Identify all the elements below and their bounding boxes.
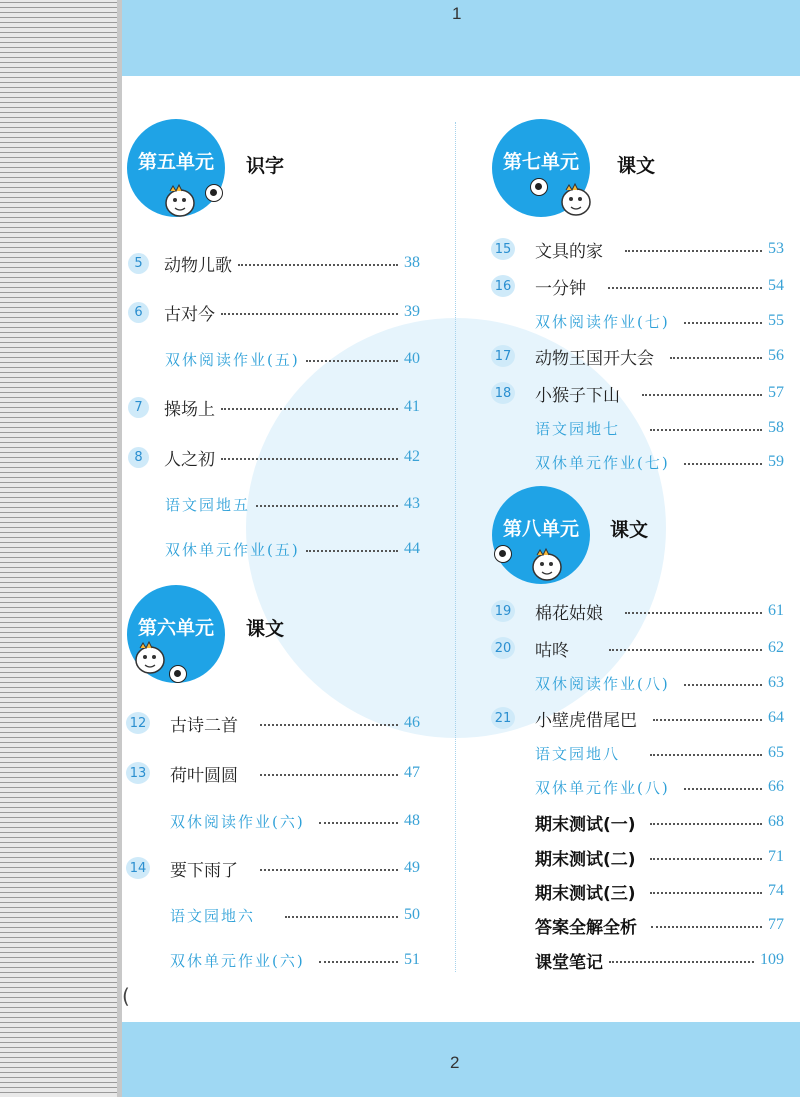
soccer-ball-icon bbox=[205, 184, 223, 202]
toc-row[interactable] bbox=[535, 740, 784, 766]
lesson-title: 双休单元作业(八) bbox=[535, 778, 670, 797]
toc-row[interactable] bbox=[535, 809, 784, 835]
toc-row[interactable] bbox=[535, 449, 784, 475]
page-number: 41 bbox=[404, 398, 420, 415]
page-number: 39 bbox=[404, 303, 420, 320]
lesson-number: 15 bbox=[491, 238, 515, 260]
leader-dots bbox=[625, 612, 762, 614]
page-number: 56 bbox=[768, 347, 784, 364]
lesson-title: 文具的家 bbox=[535, 241, 603, 262]
page-number: 40 bbox=[404, 350, 420, 367]
toc-row[interactable] bbox=[165, 491, 420, 517]
page-number: 43 bbox=[404, 495, 420, 512]
leader-dots bbox=[650, 892, 762, 894]
lesson-title: 双休单元作业(五) bbox=[165, 540, 300, 559]
unit-badge-label: 第五单元 bbox=[137, 151, 214, 173]
lesson-title: 期末测试(三) bbox=[535, 883, 636, 904]
lesson-title: 语文园地八 bbox=[535, 744, 621, 763]
leader-dots bbox=[650, 823, 762, 825]
toc-row[interactable] bbox=[128, 444, 420, 470]
unit-title-7: 课文 bbox=[617, 155, 656, 177]
page-number: 49 bbox=[404, 859, 420, 876]
lesson-number: 19 bbox=[491, 600, 515, 622]
toc-row[interactable] bbox=[491, 380, 784, 406]
leader-dots bbox=[642, 394, 762, 396]
toc-row[interactable] bbox=[491, 273, 784, 299]
bottom-band bbox=[122, 1022, 800, 1097]
page-number: 68 bbox=[768, 813, 784, 830]
unit-title-6: 课文 bbox=[246, 618, 285, 640]
leader-dots bbox=[625, 250, 762, 252]
unit-title-5: 识字 bbox=[246, 155, 285, 177]
dinosaur-mascot-icon bbox=[130, 640, 170, 676]
page-number: 58 bbox=[768, 419, 784, 436]
leader-dots bbox=[684, 684, 762, 686]
page-number: 71 bbox=[768, 848, 784, 865]
lesson-title: 双休阅读作业(六) bbox=[170, 812, 305, 831]
lesson-title: 期末测试(二) bbox=[535, 849, 636, 870]
leader-dots bbox=[684, 463, 762, 465]
lesson-title: 双休阅读作业(五) bbox=[165, 350, 300, 369]
toc-row[interactable] bbox=[535, 774, 784, 800]
lesson-title: 期末测试(一) bbox=[535, 814, 636, 835]
lesson-title: 要下雨了 bbox=[170, 860, 238, 881]
lesson-title: 动物王国开大会 bbox=[535, 348, 654, 369]
leader-dots bbox=[238, 264, 398, 266]
toc-row[interactable] bbox=[165, 536, 420, 562]
page-number: 50 bbox=[404, 906, 420, 923]
lesson-number: 12 bbox=[126, 712, 150, 734]
stray-mark: ( bbox=[122, 984, 130, 1008]
leader-dots bbox=[306, 360, 398, 362]
page-number: 42 bbox=[404, 448, 420, 465]
toc-row[interactable] bbox=[535, 308, 784, 334]
toc-row[interactable] bbox=[128, 250, 420, 276]
toc-row[interactable] bbox=[535, 844, 784, 870]
dinosaur-mascot-icon bbox=[556, 182, 596, 218]
toc-row[interactable] bbox=[535, 878, 784, 904]
toc-row[interactable] bbox=[491, 635, 784, 661]
page-number: 59 bbox=[768, 453, 784, 470]
lesson-title: 双休单元作业(七) bbox=[535, 453, 670, 472]
dinosaur-mascot-icon bbox=[160, 183, 200, 219]
leader-dots bbox=[609, 649, 762, 651]
book-spine bbox=[0, 0, 122, 1097]
page-number: 66 bbox=[768, 778, 784, 795]
page-number: 38 bbox=[404, 254, 420, 271]
toc-row[interactable] bbox=[128, 299, 420, 325]
soccer-ball-icon bbox=[494, 545, 512, 563]
lesson-title: 人之初 bbox=[164, 449, 215, 470]
top-page-number: 1 bbox=[452, 4, 462, 23]
lesson-title: 答案全解全析 bbox=[535, 917, 637, 938]
page-number: 65 bbox=[768, 744, 784, 761]
lesson-title: 语文园地七 bbox=[535, 419, 621, 438]
lesson-number: 13 bbox=[126, 762, 150, 784]
toc-row[interactable] bbox=[535, 415, 784, 441]
leader-dots bbox=[260, 724, 398, 726]
lesson-number: 8 bbox=[128, 447, 149, 468]
lesson-title: 操场上 bbox=[164, 399, 215, 420]
leader-dots bbox=[609, 961, 754, 963]
leader-dots bbox=[256, 505, 398, 507]
leader-dots bbox=[221, 408, 398, 410]
leader-dots bbox=[651, 926, 762, 928]
toc-row[interactable] bbox=[128, 394, 420, 420]
lesson-title: 双休阅读作业(八) bbox=[535, 674, 670, 693]
leader-dots bbox=[285, 916, 398, 918]
page-number: 63 bbox=[768, 674, 784, 691]
lesson-number: 17 bbox=[491, 345, 515, 367]
lesson-title: 语文园地六 bbox=[170, 906, 256, 925]
leader-dots bbox=[221, 313, 398, 315]
toc-row[interactable] bbox=[170, 808, 420, 834]
page-number: 62 bbox=[768, 639, 784, 656]
leader-dots bbox=[319, 961, 398, 963]
page-number: 46 bbox=[404, 714, 420, 731]
leader-dots bbox=[650, 754, 762, 756]
soccer-ball-icon bbox=[530, 178, 548, 196]
lesson-title: 小猴子下山 bbox=[535, 385, 620, 406]
leader-dots bbox=[260, 774, 398, 776]
leader-dots bbox=[221, 458, 398, 460]
leader-dots bbox=[319, 822, 398, 824]
lesson-title: 动物儿歌 bbox=[164, 255, 232, 276]
toc-row[interactable] bbox=[126, 760, 420, 786]
toc-row[interactable] bbox=[126, 855, 420, 881]
page-number: 55 bbox=[768, 312, 784, 329]
page-number: 57 bbox=[768, 384, 784, 401]
toc-row[interactable] bbox=[126, 710, 420, 736]
page-number: 64 bbox=[768, 709, 784, 726]
lesson-title: 棉花姑娘 bbox=[535, 603, 603, 624]
page-number: 44 bbox=[404, 540, 420, 557]
toc-row[interactable] bbox=[491, 598, 784, 624]
toc-row[interactable] bbox=[535, 912, 784, 938]
leader-dots bbox=[653, 719, 762, 721]
leader-dots bbox=[684, 322, 762, 324]
bottom-page-number: 2 bbox=[450, 1053, 460, 1072]
leader-dots bbox=[684, 788, 762, 790]
lesson-number: 7 bbox=[128, 397, 149, 418]
page-number: 53 bbox=[768, 240, 784, 257]
column-divider bbox=[455, 122, 456, 972]
toc-row[interactable] bbox=[535, 670, 784, 696]
unit-badge-label: 第六单元 bbox=[137, 617, 214, 639]
page-number: 77 bbox=[768, 916, 784, 933]
toc-row[interactable] bbox=[170, 947, 420, 973]
unit-badge-label: 第七单元 bbox=[502, 151, 579, 173]
page-number: 109 bbox=[760, 951, 784, 968]
toc-row[interactable] bbox=[535, 947, 784, 973]
unit-title-8: 课文 bbox=[610, 519, 649, 541]
lesson-number: 20 bbox=[491, 637, 515, 659]
lesson-title: 一分钟 bbox=[535, 278, 586, 299]
lesson-number: 18 bbox=[491, 382, 515, 404]
toc-row[interactable] bbox=[170, 902, 420, 928]
soccer-ball-icon bbox=[169, 665, 187, 683]
top-band bbox=[122, 0, 800, 76]
toc-row[interactable] bbox=[491, 705, 784, 731]
leader-dots bbox=[650, 858, 762, 860]
lesson-title: 小壁虎借尾巴 bbox=[535, 710, 637, 731]
lesson-number: 16 bbox=[491, 275, 515, 297]
toc-row[interactable] bbox=[491, 236, 784, 262]
page-number: 54 bbox=[768, 277, 784, 294]
page-number: 61 bbox=[768, 602, 784, 619]
lesson-title: 古对今 bbox=[164, 304, 215, 325]
lesson-title: 古诗二首 bbox=[170, 715, 238, 736]
leader-dots bbox=[650, 429, 762, 431]
leader-dots bbox=[260, 869, 398, 871]
lesson-title: 荷叶圆圆 bbox=[170, 765, 238, 786]
page-number: 47 bbox=[404, 764, 420, 781]
lesson-title: 语文园地五 bbox=[165, 495, 251, 514]
lesson-title: 双休阅读作业(七) bbox=[535, 312, 670, 331]
leader-dots bbox=[670, 357, 762, 359]
page-number: 51 bbox=[404, 951, 420, 968]
lesson-title: 课堂笔记 bbox=[535, 952, 603, 973]
lesson-number: 14 bbox=[126, 857, 150, 879]
lesson-number: 21 bbox=[491, 707, 515, 729]
dinosaur-mascot-icon bbox=[527, 547, 567, 583]
spine-edge bbox=[117, 0, 122, 1097]
lesson-number: 6 bbox=[128, 302, 149, 323]
lesson-title: 咕咚 bbox=[535, 640, 569, 661]
lesson-number: 5 bbox=[128, 253, 149, 274]
leader-dots bbox=[608, 287, 762, 289]
page-number: 48 bbox=[404, 812, 420, 829]
leader-dots bbox=[306, 550, 398, 552]
lesson-title: 双休单元作业(六) bbox=[170, 951, 305, 970]
unit-badge-label: 第八单元 bbox=[502, 518, 579, 540]
page-number: 74 bbox=[768, 882, 784, 899]
toc-row[interactable] bbox=[491, 343, 784, 369]
toc-row[interactable] bbox=[165, 346, 420, 372]
